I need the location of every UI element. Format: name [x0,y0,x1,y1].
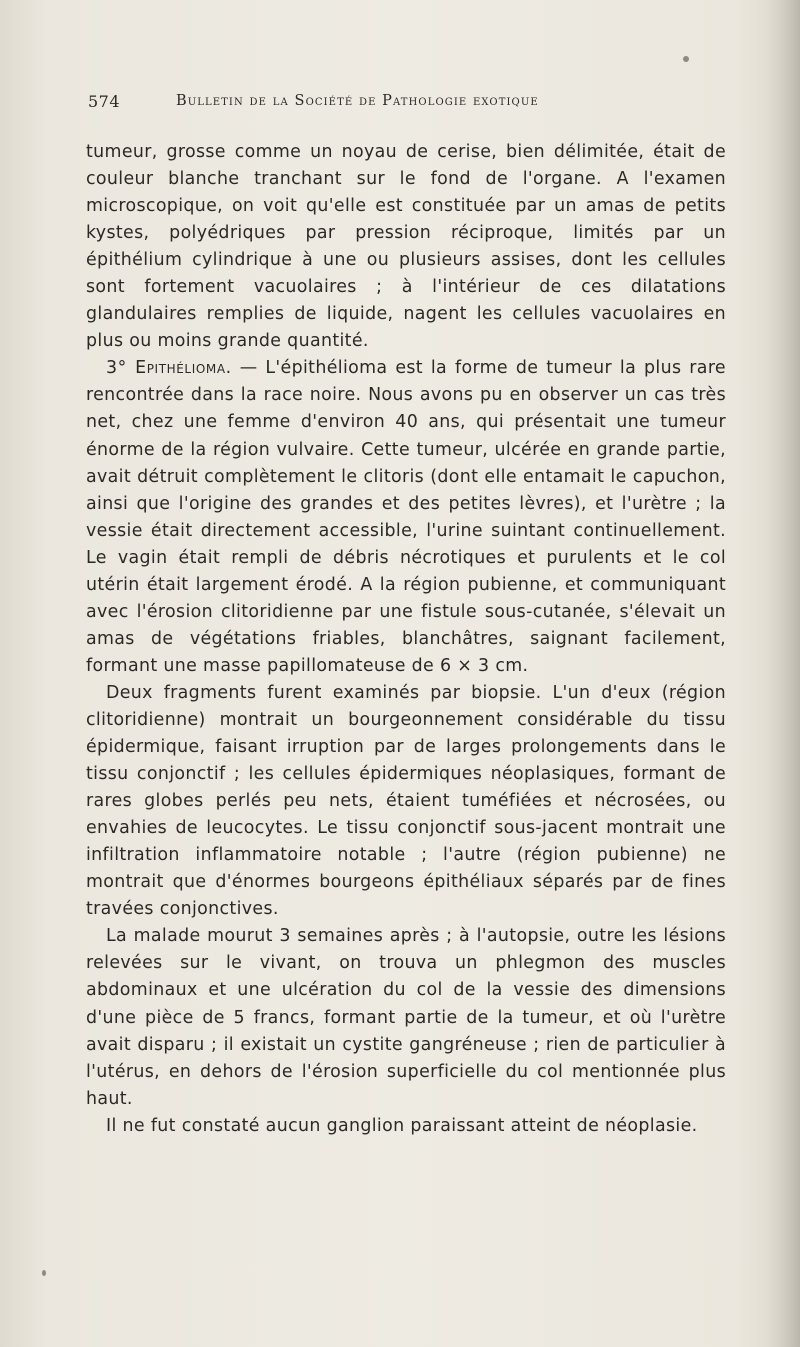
paragraph-text: Il ne fut constaté aucun ganglion paraissant atteint de néoplasie. [106,1115,698,1136]
paragraph-biopsie [86,680,726,923]
paragraph-text: — L'épithélioma est la forme de tumeur la plus rare rencontrée dans la race noire. Nous avons pu en observer un cas très net, chez une femme d'environ 40 ans, qui présentait une tumeur énorme de la région vulvaire. Cette tumeur, ulcérée en grande partie, avait détruit complètement le clitoris (dont elle entamait le capuchon, ainsi que l'origine des grandes et des petites lèvres), et l'urètre ; la vessie était directement accessible, l'urine suintant continuellement. Le vagin était rempli de débris nécrotiques et purulents et le col utérin était largement érodé. A la région pubienne, et communiquant avec l'érosion clitoridienne par une fistule sous-cutanée, s'élevait un amas de végétations friables, blanchâtres, saignant facilement, formant une masse papillomateuse de 6 × 3 cm. [86,358,726,676]
paper-speck [683,56,689,62]
page-number: 574 [88,92,121,111]
paper-speck [42,1270,46,1276]
running-title: Bulletin de la Société de Pathologie exotique [176,93,539,109]
paragraph-text: La malade mourut 3 semaines après ; à l'autopsie, outre les lésions relevées sur le vivant, on trouva un phlegmon des muscles abdominaux et une ulcération du col de la vessie des dimensions d'une pièce de 5 francs, formant partie de la tumeur, et où l'urètre avait disparu ; il existait un cystite gangréneuse ; rien de particulier à l'utérus, en dehors de l'érosion superficielle du col mentionnée plus haut. [86,926,726,1109]
paragraph-text: tumeur, grosse comme un noyau de cerise, bien délimitée, était de couleur blanche tranchant sur le fond de l'organe. A l'examen microscopique, on voit qu'elle est constituée par un amas de petits kystes, polyédriques par pression réciproque, limités par un épithélium cylindrique à une ou plusieurs assises, dont les cellules sont fortement vacuolaires ; à l'intérieur de ces dilatations glandulaires remplies de liquide, nagent les cellules vacuolaires en plus ou moins grande quantité. [86,142,726,352]
section-heading: 3° Epithélioma. [106,358,232,379]
paragraph-text: Deux fragments furent examinés par biopsie. L'un d'eux (région clitoridienne) montrait un bourgeonnement considérable du tissu épidermique, faisant irruption par de larges prolongements dans le tissu conjonctif ; les cellules épidermiques néoplasiques, formant de rares globes perlés peu nets, étaient tuméfiées et nécrosées, ou envahies de leucocytes. Le tissu conjonctif sous-jacent montrait une infiltration inflammatoire notable ; l'autre (région pubienne) ne montrait que d'énormes bourgeons épithéliaux séparés par de fines travées conjonctives. [86,682,726,920]
paragraph-epithelioma [86,355,726,680]
paragraph-tumeur-continuation [86,139,726,355]
page-header [88,92,698,118]
binding-shadow [766,0,800,1347]
body-text [86,139,726,1140]
paragraph-ganglion [86,1113,726,1140]
paragraph-autopsie [86,923,726,1112]
